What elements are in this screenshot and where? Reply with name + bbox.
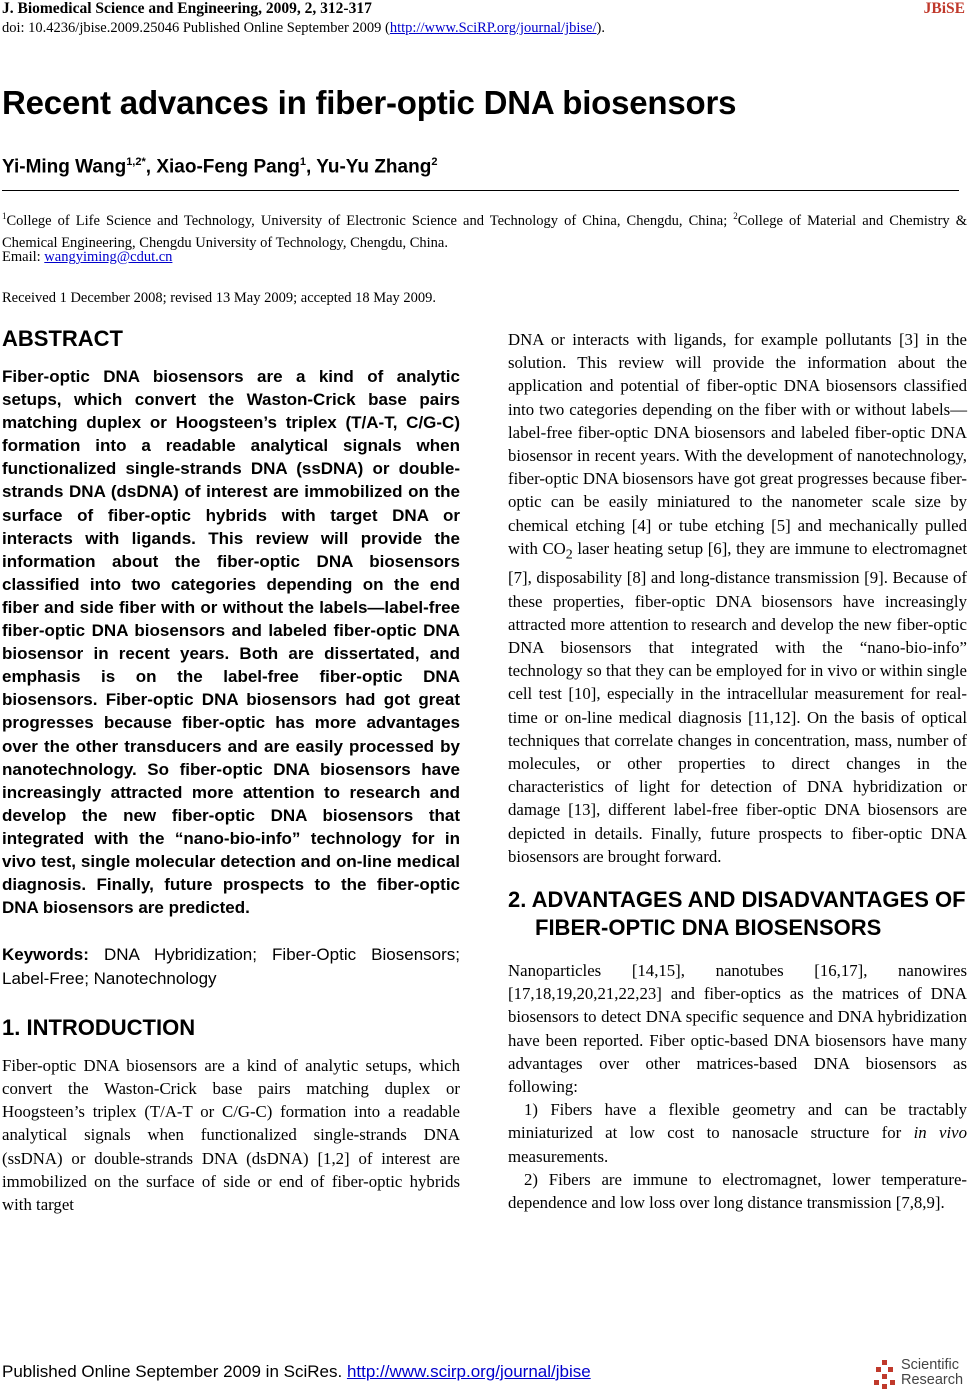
advantage-1-end: measurements. <box>508 1146 609 1166</box>
journal-abbreviation: JBiSE <box>923 0 965 17</box>
logo-line-1: Scientific <box>901 1357 960 1373</box>
email-line <box>2 249 172 266</box>
affiliations <box>2 205 967 254</box>
abstract-heading: ABSTRACT <box>2 326 123 351</box>
author-2: Xiao-Feng Pang <box>156 156 300 178</box>
in-vivo-italic: in vivo <box>913 1123 967 1143</box>
doi-line <box>2 20 605 37</box>
advantage-item-2: 2) Fibers are immune to electromagnet, lower temperature-dependence and low loss over long distance transmission [7,8,9]. <box>508 1169 967 1213</box>
intro-continued-part-2: laser heating setup [6], they are immune to electromagnet [7], disposability [8] and long-distance transmission [9]. Because of these properties, fiber-optic DNA biosensors have increasingly attracted more attention to research and develop the new fiber-optic DNA biosensors that integrated with the “nano-bio-info” technology so that they can be employed for in vivo or within single cell test [10], especially in the intracellular measurement for real-time or on-line medical diagnosis [11,12]. On the basis of optical techniques that correlate changes in concentration, mass, number of molecules, or other properties to direct changes in the characteristics of light for detection of DNA hybridization or damage [13], different label-free fiber-optic DNA biosensors are depicted in details. Finally, future prospects to fiber-optic DNA biosensors are brought forward. <box>508 538 968 866</box>
author-separator: , <box>306 156 317 178</box>
introduction-heading: 1. INTRODUCTION <box>2 1014 196 1040</box>
affiliation-2: College of Material and Chemistry & Chemical Engineering, Chengdu University of Technology, Chengdu, China. <box>2 212 968 251</box>
co2-subscript: 2 <box>565 547 573 563</box>
received-dates: Received 1 December 2008; revised 13 May 2009; accepted 18 May 2009. <box>2 290 437 306</box>
author-1-affil: 1,2* <box>126 156 146 168</box>
keywords-label: Keywords: <box>2 945 89 965</box>
affil-marker-2: 2 <box>733 211 738 221</box>
keywords <box>2 943 460 990</box>
footer-text: Published Online September 2009 in SciRes. <box>2 1362 347 1381</box>
author-list <box>2 156 437 178</box>
introduction-continued <box>508 328 967 868</box>
author-3: Yu-Yu Zhang <box>316 156 432 178</box>
logo-wordmark <box>901 1358 963 1388</box>
scientific-research-logo <box>873 1358 965 1392</box>
author-3-affil: 2 <box>431 156 438 168</box>
section-2-paragraph: Nanoparticles [14,15], nanotubes [16,17], nanowires [17,18,19,20,21,22,23] and fiber-optics as the matrices of DNA biosensors to detect DNA specific sequence and DNA hybridization have been reported. Fiber optic-based DNA biosensors have many advantages over other matrices-based DNA biosensors as following: <box>508 961 967 1097</box>
doi-suffix: ). <box>596 20 605 36</box>
journal-citation: J. Biomedical Science and Engineering, 2009, 2, 312-317 <box>2 0 372 17</box>
abstract-text: Fiber-optic DNA biosensors are a kind of analytic setups, which convert the Waston-Crick base pairs matching duplex or Hoogsteen’s triplex (T/A-T, C/G-C) formation into a readable analytical signals when functionalized single-strands DNA (ssDNA) or double-strands DNA (dsDNA) of interest are immobilized on the surface of fiber-optic hybrids with target DNA or interacts with ligands. This review will provide the information about the fiber-optic DNA biosensors classified into two categories depending on the end fiber and side fiber with or without the labels—label-free fiber-optic DNA biosensors and labeled fiber-optic DNA biosensor in recent years. Both are dissertated, and emphasis is on the label-free fiber-optic DNA biosensors. Fiber-optic DNA biosensors had got great progresses because fiber-optic has more advantages over the other transducers and are easily processed by nanotechnology. So fiber-optic DNA biosensors have increasingly attracted more attention to research and develop the new fiber-optic DNA biosensors that integrated with the “nano-bio-info” technology for in vivo test, single molecular detection and on-line medical diagnosis. Finally, future prospects to the fiber-optic DNA biosensors are predicted. <box>2 367 460 918</box>
journal-link[interactable]: http://www.SciRP.org/journal/jbise/ <box>389 20 597 36</box>
footer-link[interactable]: http://www.scirp.org/journal/jbise <box>346 1362 591 1381</box>
advantage-item-1 <box>508 1098 967 1168</box>
introduction-paragraph: Fiber-optic DNA biosensors are a kind of analytic setups, which convert the Waston-Crick base pairs matching duplex or Hoogsteen’s triplex (T/A-T or C/G-C) formation into a readable analytical signals when functionalized single-strands DNA (ssDNA) or double-strands DNA (dsDNA) [1,2] of interest are immobilized on the surface of side or end of fiber-optic hybrids with target <box>2 1055 460 1215</box>
author-2-affil: 1 <box>299 156 307 168</box>
email-label: Email: <box>2 249 45 265</box>
affiliation-1: College of Life Science and Technology, University of Electronic Science and Technology of China, Chengdu, China; <box>6 212 734 229</box>
scientific-research-logo-icon <box>873 1358 899 1390</box>
doi-prefix: doi: 10.4236/jbise.2009.25046 Published Online September 2009 ( <box>2 20 390 36</box>
header-divider <box>2 190 959 191</box>
section-2-heading: 2. ADVANTAGES AND DISADVANTAGES OF FIBER-OPTIC DNA BIOSENSORS <box>508 887 966 941</box>
keywords-list: DNA Hybridization; Fiber-Optic Biosensors; Label-Free; Nanotechnology <box>2 945 460 988</box>
logo-line-2: Research <box>901 1372 964 1388</box>
author-1: Yi-Ming Wang <box>2 156 127 178</box>
intro-continued-part-1: DNA or interacts with ligands, for example pollutants [3] in the solution. This review will provide the information about the application and potential of fiber-optic DNA biosensors classified into two categories depending on the fiber with or without labels—label-free fiber-optic DNA biosensors and labeled fiber-optic DNA biosensor in recent years. With the development of nanotechnology, fiber-optic DNA biosensors have got great progresses because fiber-optic can be easily miniatured to the nanometer scale size by chemical etching [4] or tube etching [5] and mechanically pulled with CO <box>508 330 967 558</box>
paper-title: Recent advances in fiber-optic DNA biosensors <box>2 84 737 121</box>
email-link[interactable]: wangyiming@cdut.cn <box>44 249 173 265</box>
footer-publication <box>2 1362 591 1382</box>
right-column <box>508 328 967 1214</box>
affil-marker-1: 1 <box>2 211 7 221</box>
advantage-1-text: 1) Fibers have a flexible geometry and can be tractably miniaturized at low cost to nanosacle structure for <box>508 1100 967 1143</box>
left-column <box>2 326 460 1216</box>
author-separator: , <box>145 156 157 178</box>
